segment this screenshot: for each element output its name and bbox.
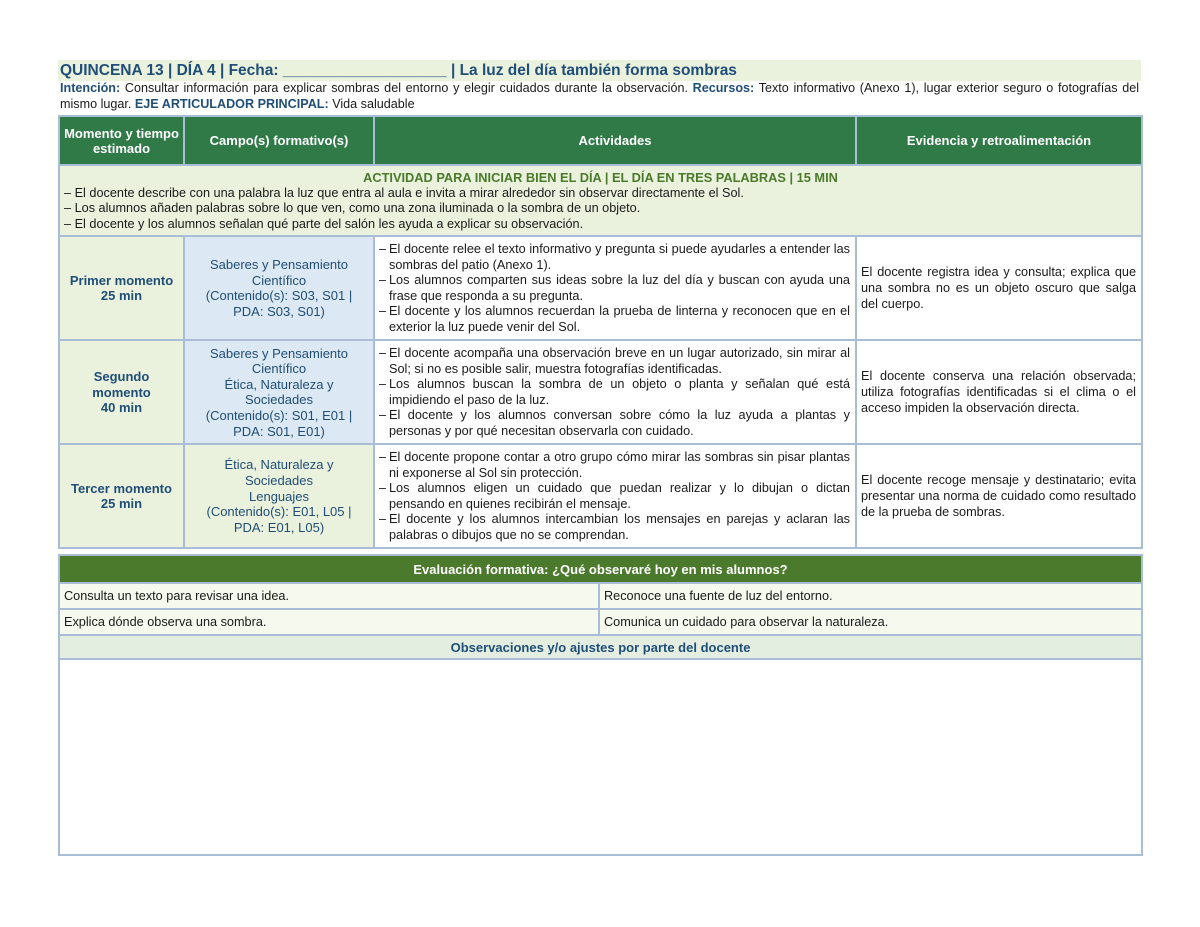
activities-cell xyxy=(374,340,856,444)
activity-item: – El docente acompaña una observación breve en un lugar autorizado, sin mirar al Sol; si no es posible salir, muestra fotografías identificadas. xyxy=(379,346,850,376)
campo-line: Sociedades xyxy=(245,472,313,488)
campo-line: PDA: E01, L05) xyxy=(233,519,325,535)
campo-line: Saberes y Pensamiento xyxy=(209,345,349,361)
moment-row-3 xyxy=(59,444,1142,548)
campo-line: Sociedades xyxy=(245,392,313,408)
campo-line: PDA: S01, E01) xyxy=(233,423,325,439)
moment-name: Primer momento xyxy=(69,272,174,288)
start-activity-cell xyxy=(59,165,1142,236)
intent-label: Intención: xyxy=(60,81,121,95)
header-campo: Campo(s) formativo(s) xyxy=(184,116,374,165)
activity-item: – El docente y los alumnos conversan sobre cómo la luz ayuda a plantas y personas y por qué necesitan observarla con cuidado. xyxy=(379,408,850,439)
campo-line: Ética, Naturaleza y xyxy=(224,457,334,473)
observations-area[interactable] xyxy=(59,659,1142,855)
moment-name: Tercer momento xyxy=(71,480,172,496)
moment-name: Segundo xyxy=(93,368,150,384)
campo-line: PDA: S03, S01) xyxy=(233,303,325,319)
lesson-plan-page xyxy=(58,60,1141,856)
evidence-cell: El docente recoge mensaje y destinatario; evita presentar una norma de cuidado como resultado de la prueba de sombras. xyxy=(856,444,1142,548)
intent-paragraph xyxy=(58,81,1141,112)
campo-cell xyxy=(184,444,374,548)
start-activity-row xyxy=(59,165,1142,236)
moment-time: 25 min xyxy=(100,496,143,512)
activity-item: – El docente relee el texto informativo y pregunta si puede ayudarles a entender las sombras del patio (Anexo 1). xyxy=(379,242,850,272)
axis-text: Vida saludable xyxy=(328,96,415,111)
header-evidence: Evidencia y retroalimentación xyxy=(856,116,1142,165)
plan-header-row xyxy=(59,116,1142,165)
moment-cell xyxy=(59,444,184,548)
start-activity-line: – El docente describe con una palabra la luz que entra al aula e invita a mirar alrededor sin observar directamente el Sol. xyxy=(64,185,744,200)
moment-cell xyxy=(59,236,184,340)
evaluation-item: Comunica un cuidado para observar la naturaleza. xyxy=(599,609,1142,635)
page-title: QUINCENA 13 | DÍA 4 | Fecha: ___________________ | La luz del día también forma sombras xyxy=(58,60,1141,81)
resources-label: Recursos: xyxy=(692,81,755,95)
start-activity-title: ACTIVIDAD PARA INICIAR BIEN EL DÍA | EL DÍA EN TRES PALABRAS | 15 MIN xyxy=(363,170,838,185)
evidence-cell: El docente conserva una relación observada; utiliza fotografías identificadas si el clima o el acceso impiden la observación directa. xyxy=(856,340,1142,444)
activity-item: – Los alumnos buscan la sombra de un objeto o planta y señalan qué está impidiendo el paso de la luz. xyxy=(379,377,850,407)
moment-row-2 xyxy=(59,340,1142,444)
header-activities: Actividades xyxy=(374,116,856,165)
moment-name: momento xyxy=(92,384,151,400)
campo-line: Lenguajes xyxy=(249,488,309,504)
moment-time: 25 min xyxy=(100,288,143,304)
campo-line: Científico xyxy=(251,361,307,377)
campo-cell xyxy=(184,340,374,444)
resources-text: Texto informativo (Anexo 1), lugar exterior seguro o fotografías del mismo lugar. xyxy=(60,81,1139,111)
activity-item: – El docente y los alumnos recuerdan la prueba de linterna y reconocen que en el exterior la luz puede venir del Sol. xyxy=(379,304,850,335)
campo-line: Científico xyxy=(251,272,307,288)
activities-cell xyxy=(374,236,856,340)
evaluation-item: Reconoce una fuente de luz del entorno. xyxy=(599,583,1142,609)
moment-time: 40 min xyxy=(100,400,143,416)
evidence-cell: El docente registra idea y consulta; explica que una sombra no es un objeto oscuro que salga del cuerpo. xyxy=(856,236,1142,340)
campo-line: (Contenido(s): E01, L05 | xyxy=(206,504,352,520)
evaluation-title: Evaluación formativa: ¿Qué observaré hoy en mis alumnos? xyxy=(59,555,1142,583)
evaluation-item: Consulta un texto para revisar una idea. xyxy=(59,583,599,609)
campo-cell xyxy=(184,236,374,340)
campo-line: Saberes y Pensamiento xyxy=(209,257,349,273)
observations-title: Observaciones y/o ajustes por parte del docente xyxy=(59,635,1142,659)
activity-item: – El docente propone contar a otro grupo cómo mirar las sombras sin pisar plantas ni exponerse al Sol sin protección. xyxy=(379,450,850,480)
moment-row-1 xyxy=(59,236,1142,340)
activity-item: – Los alumnos eligen un cuidado que puedan realizar y lo dibujan o dictan pensando en quienes recibirán el mensaje. xyxy=(379,481,850,511)
start-activity-line: – El docente y los alumnos señalan qué parte del salón les ayuda a explicar su observación. xyxy=(64,216,584,231)
evaluation-item: Explica dónde observa una sombra. xyxy=(59,609,599,635)
campo-line: (Contenido(s): S03, S01 | xyxy=(205,288,353,304)
evaluation-table xyxy=(58,554,1143,856)
header-moment: Momento y tiempo estimado xyxy=(59,116,184,165)
activity-item: – El docente y los alumnos intercambian los mensajes en parejas y aclaran las palabras o dibujos que no se comprendan. xyxy=(379,512,850,543)
plan-table xyxy=(58,115,1143,549)
intent-text: Consultar información para explicar sombras del entorno y elegir cuidados durante la observación. xyxy=(120,81,693,95)
activity-item: – Los alumnos comparten sus ideas sobre la luz del día y buscan con ayuda una frase que responda a su pregunta. xyxy=(379,273,850,303)
moment-cell xyxy=(59,340,184,444)
campo-line: (Contenido(s): S01, E01 | xyxy=(205,407,353,423)
start-activity-line: – Los alumnos añaden palabras sobre lo que ven, como una zona iluminada o la sombra de un objeto. xyxy=(64,201,641,216)
campo-line: Ética, Naturaleza y xyxy=(224,376,334,392)
activities-cell xyxy=(374,444,856,548)
axis-label: EJE ARTICULADOR PRINCIPAL: xyxy=(134,96,329,111)
